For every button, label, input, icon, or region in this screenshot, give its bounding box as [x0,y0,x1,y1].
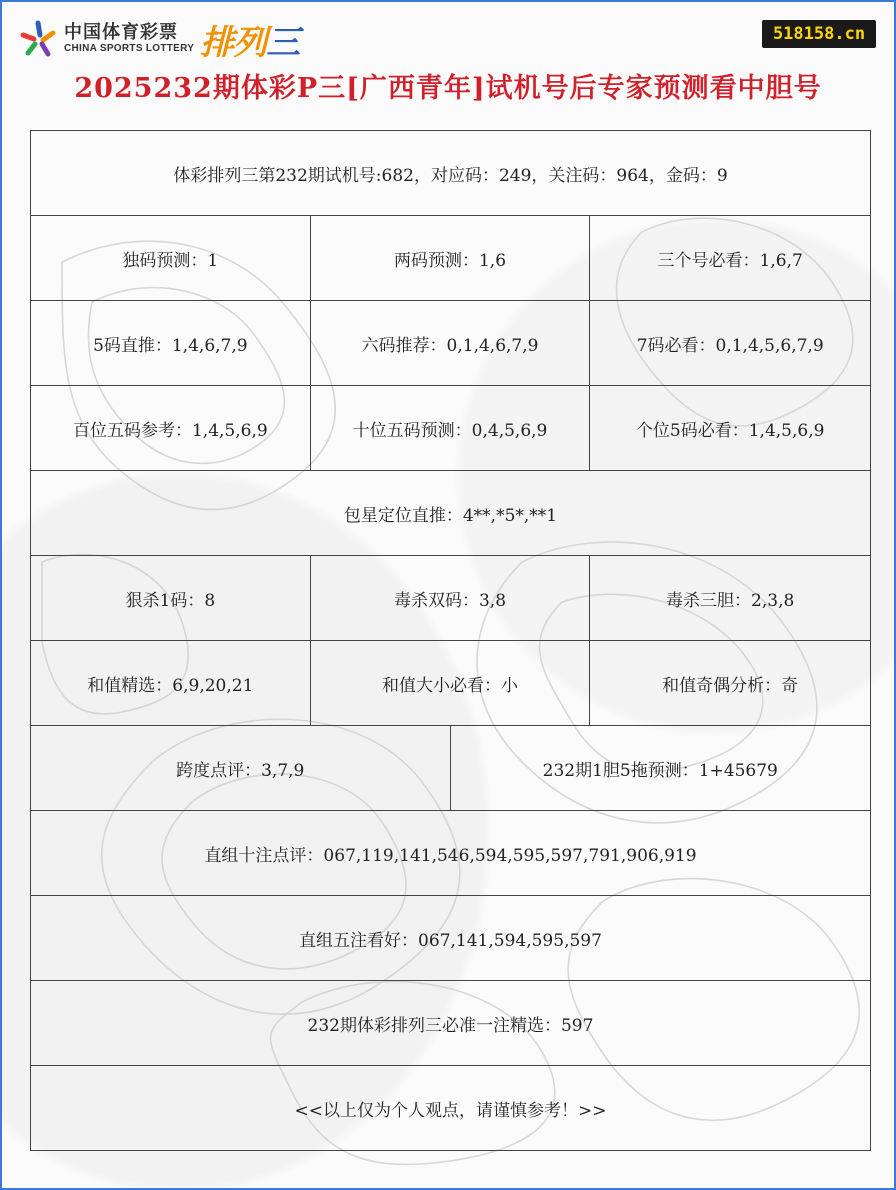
prediction-table [30,130,871,1151]
table-row [31,641,871,726]
six-code-cell: 六码推荐：0,1,4,6,7,9 [311,301,591,386]
table-row [31,896,871,981]
units-position-cell: 个位5码必看：1,4,5,6,9 [590,386,871,471]
page-title: 2025232期体彩P三[广西青年]试机号后专家预测看中胆号 [74,73,822,104]
one-five-drag-cell: 232期1胆5拖预测：1+45679 [451,726,872,811]
lottery-star-icon [18,19,58,59]
kill-three-cell: 毒杀三胆：2,3,8 [590,556,871,641]
table-row [31,301,871,386]
table-row [31,556,871,641]
star-position-cell: 包星定位直推：4**,*5*,**1 [31,471,871,556]
table-row [31,981,871,1066]
two-code-cell: 两码预测：1,6 [311,216,591,301]
direct-ten-cell: 直组十注点评：067,119,141,546,594,595,597,791,906,919 [31,811,871,896]
logo-english-name: CHINA SPORTS LOTTERY [64,43,195,54]
table-row [31,216,871,301]
logo-game-name-b: 三 [266,22,300,63]
sum-parity-cell: 和值奇偶分析：奇 [590,641,871,726]
table-row [31,1066,871,1151]
table-row [31,471,871,556]
kill-one-cell: 狠杀1码：8 [31,556,311,641]
logo-chinese-name: 中国体育彩票 [64,22,178,43]
table-row [31,811,871,896]
sum-select-cell: 和值精选：6,9,20,21 [31,641,311,726]
table-row [31,386,871,471]
single-code-cell: 独码预测：1 [31,216,311,301]
disclaimer-cell: <<以上仅为个人观点，请谨慎参考！>> [31,1066,871,1151]
logo-game-name [200,15,299,64]
hundreds-position-cell: 百位五码参考：1,4,5,6,9 [31,386,311,471]
table-row [31,131,871,216]
logo-text-block [64,23,194,55]
site-badge[interactable]: 518158.cn [762,20,876,48]
sum-size-cell: 和值大小必看：小 [311,641,591,726]
kill-two-cell: 毒杀双码：3,8 [311,556,591,641]
table-row [31,726,871,811]
tens-position-cell: 十位五码预测：0,4,5,6,9 [311,386,591,471]
direct-five-cell: 直组五注看好：067,141,594,595,597 [31,896,871,981]
lottery-logo [18,16,299,62]
trial-number-cell: 体彩排列三第232期试机号:682，对应码：249，关注码：964，金码：9 [31,131,871,216]
single-pick-cell: 232期体彩排列三必准一注精选：597 [31,981,871,1066]
three-code-cell: 三个号必看：1,6,7 [590,216,871,301]
seven-code-cell: 7码必看：0,1,4,5,6,7,9 [590,301,871,386]
five-code-cell: 5码直推：1,4,6,7,9 [31,301,311,386]
span-cell: 跨度点评：3,7,9 [31,726,451,811]
logo-game-name-a: 排列 [200,22,267,63]
